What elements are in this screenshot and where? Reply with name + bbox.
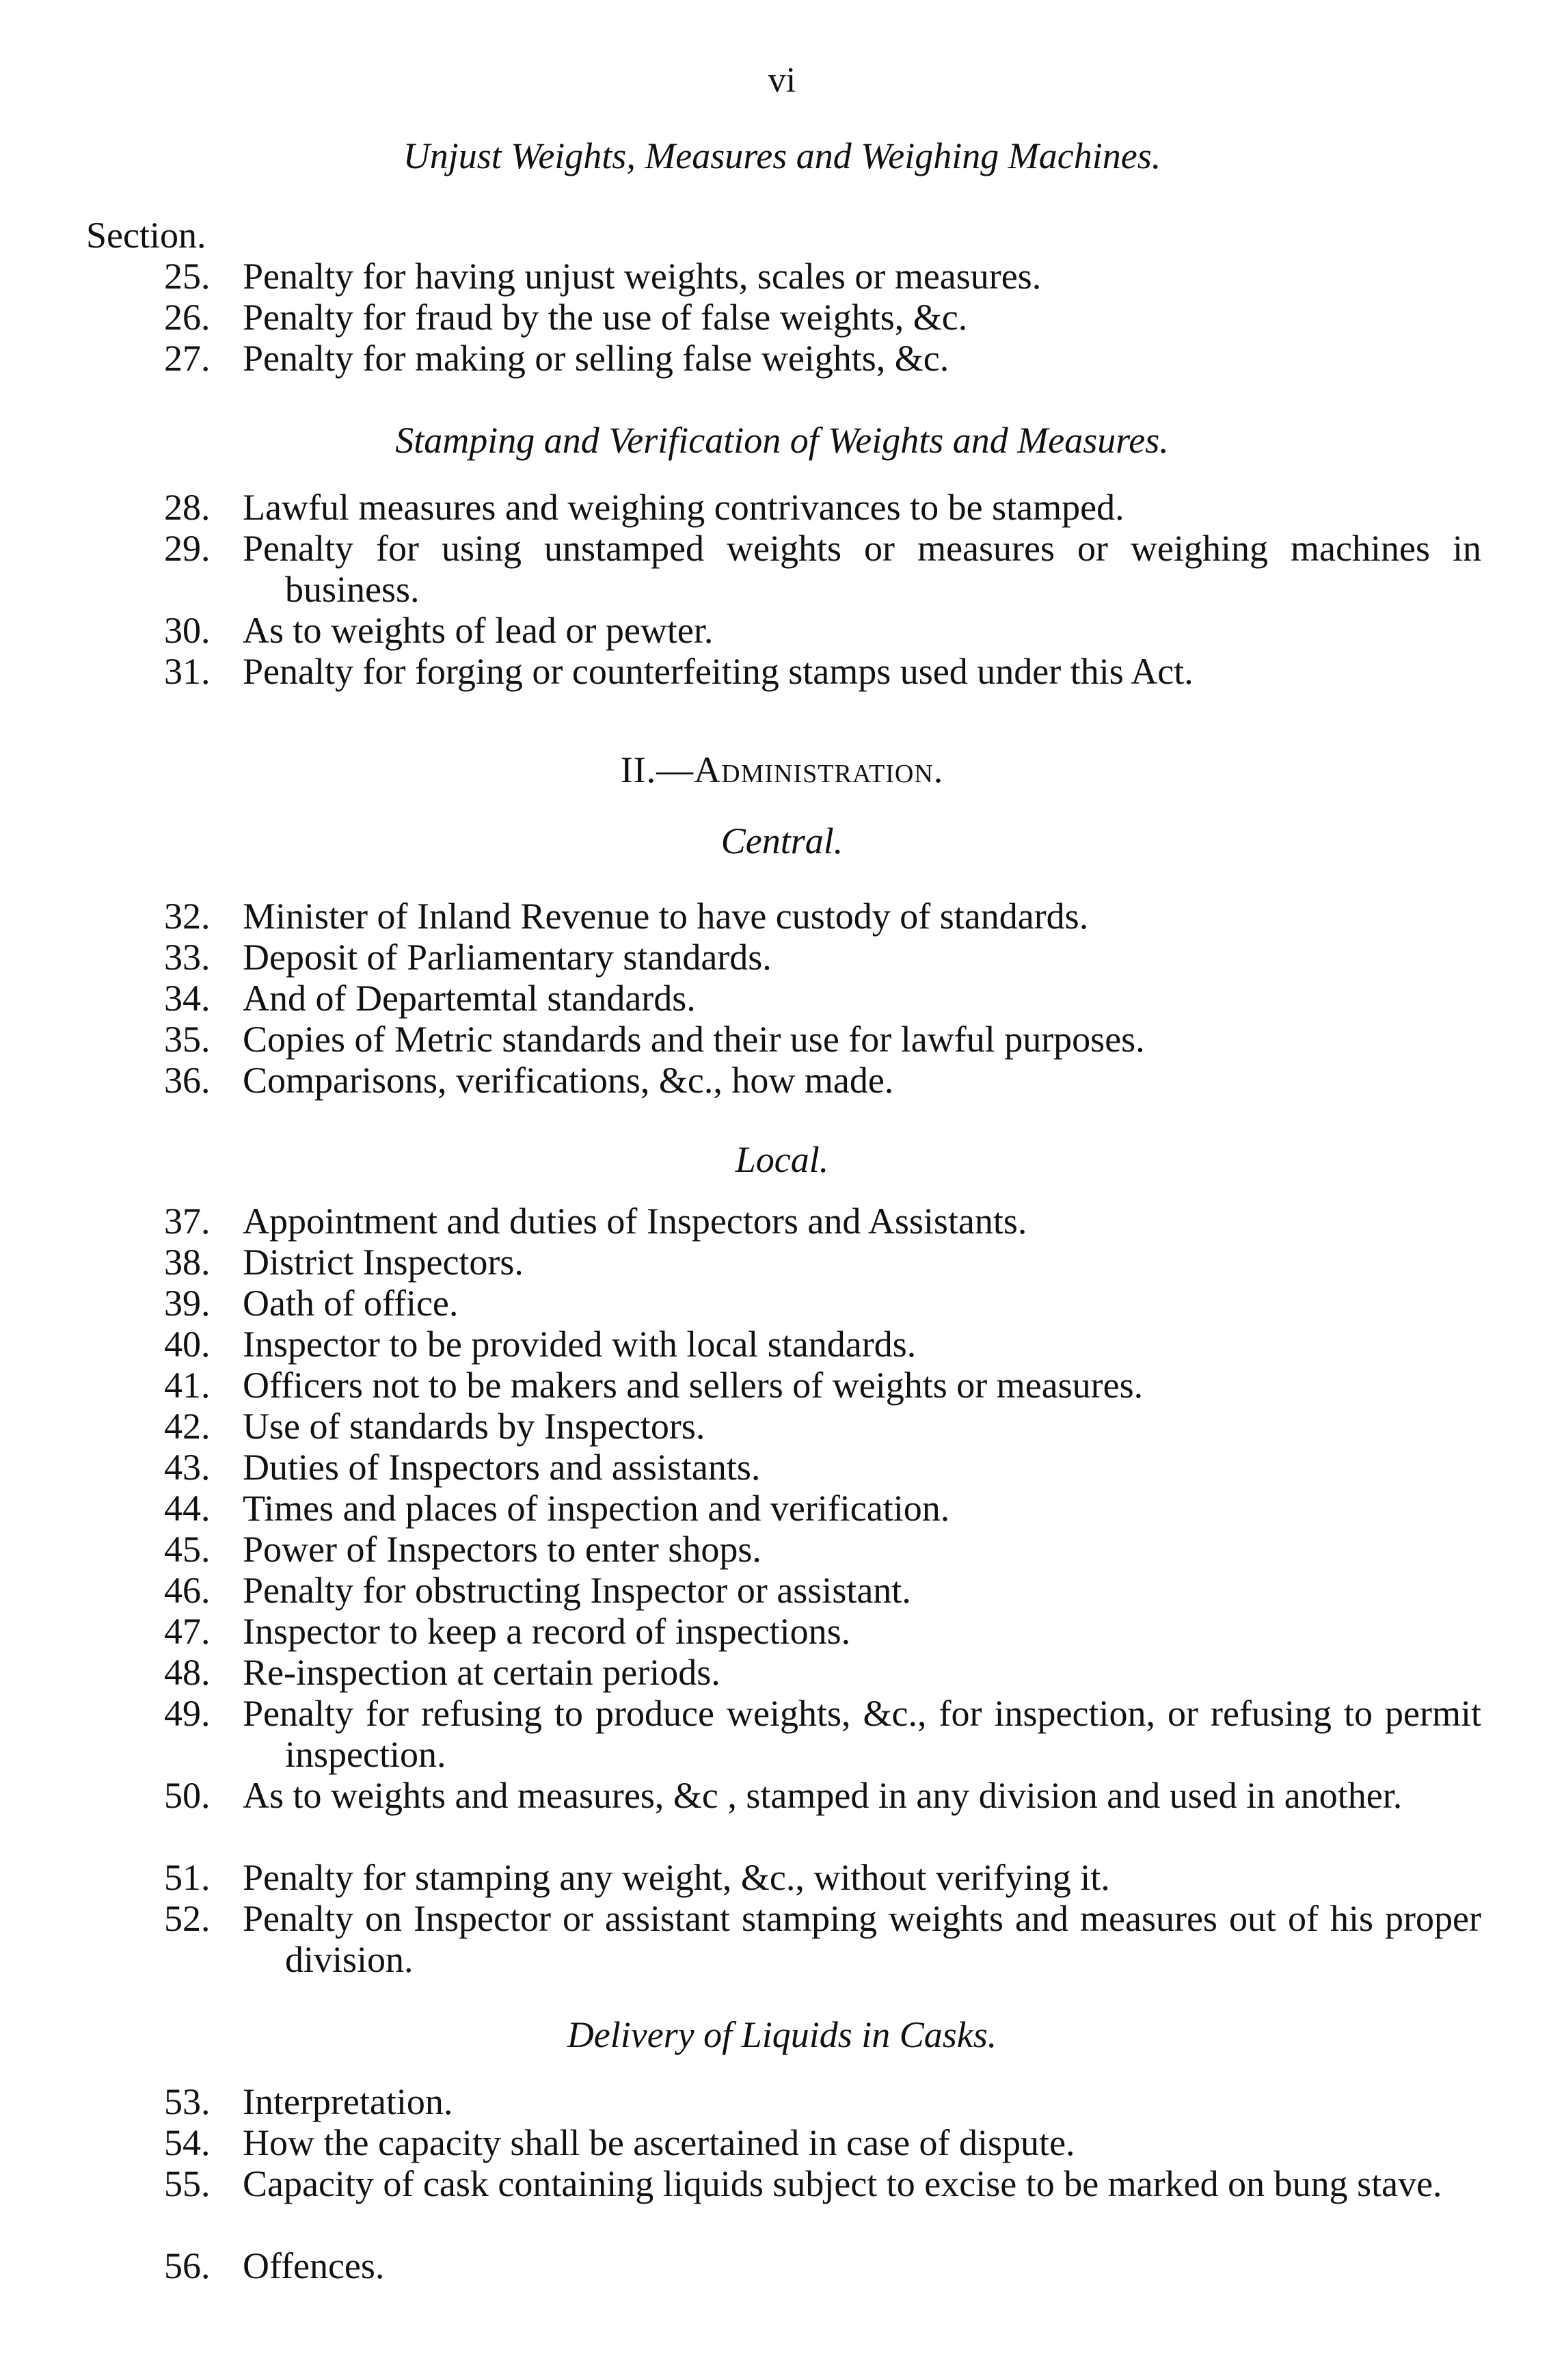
section-title: And of Departemtal standards. bbox=[243, 978, 696, 1019]
list-item bbox=[0, 487, 1564, 528]
section-title: Penalty for forging or counterfeiting stamps used under this Act. bbox=[243, 651, 1194, 692]
section-number: 39. bbox=[164, 1283, 211, 1324]
list-item bbox=[0, 1019, 1564, 1060]
section-title: Penalty for making or selling false weights, &c. bbox=[243, 338, 949, 379]
section-title: Appointment and duties of Inspectors and Assistants. bbox=[243, 1201, 1027, 1242]
section-title: Duties of Inspectors and assistants. bbox=[243, 1447, 761, 1488]
section-number: 48. bbox=[164, 1652, 211, 1693]
section-number: 36. bbox=[164, 1060, 211, 1101]
entry-list-unjust-weights bbox=[0, 256, 1564, 379]
heading-stamping-verification: Stamping and Verification of Weights and Measures. bbox=[395, 420, 1169, 461]
list-item bbox=[0, 1060, 1564, 1101]
list-item bbox=[0, 1529, 1564, 1570]
section-title: Use of standards by Inspectors. bbox=[243, 1406, 705, 1447]
section-number: 27. bbox=[164, 338, 211, 379]
section-title: Penalty on Inspector or assistant stamping weights and measures out of his proper division. bbox=[243, 1898, 1481, 1980]
section-number: 37. bbox=[164, 1201, 211, 1242]
section-number: 34. bbox=[164, 978, 211, 1019]
list-item bbox=[0, 896, 1564, 937]
section-number: 55. bbox=[164, 2163, 211, 2204]
section-title: How the capacity shall be ascertained in case of dispute. bbox=[243, 2122, 1075, 2163]
heading-unjust-weights: Unjust Weights, Measures and Weighing Machines. bbox=[403, 135, 1161, 176]
list-item bbox=[0, 978, 1564, 1019]
section-label: Section. bbox=[86, 215, 206, 256]
entry-list-stamping bbox=[0, 487, 1564, 692]
section-number: 50. bbox=[164, 1775, 211, 1816]
section-number: 52. bbox=[164, 1898, 211, 1939]
list-item bbox=[0, 1693, 1564, 1775]
list-item bbox=[0, 1488, 1564, 1529]
section-title: Offences. bbox=[243, 2245, 385, 2286]
section-number: 35. bbox=[164, 1019, 211, 1060]
section-number: 32. bbox=[164, 896, 211, 937]
section-title: Oath of office. bbox=[243, 1283, 459, 1324]
section-number: 40. bbox=[164, 1324, 211, 1365]
entry-list-central bbox=[0, 896, 1564, 1101]
list-item bbox=[0, 1242, 1564, 1283]
list-item bbox=[0, 1283, 1564, 1324]
section-number: 53. bbox=[164, 2081, 211, 2122]
heading-central: Central. bbox=[720, 820, 844, 861]
section-number: 54. bbox=[164, 2122, 211, 2163]
section-number: 42. bbox=[164, 1406, 211, 1447]
list-item bbox=[0, 1570, 1564, 1611]
section-title: Times and places of inspection and verification. bbox=[243, 1488, 950, 1529]
section-title: Comparisons, verifications, &c., how made. bbox=[243, 1060, 894, 1101]
section-title: Penalty for stamping any weight, &c., without verifying it. bbox=[243, 1857, 1110, 1898]
list-item bbox=[0, 1611, 1564, 1652]
section-number: 51. bbox=[164, 1857, 211, 1898]
section-title: Penalty for refusing to produce weights, &c., for inspection, or refusing to permit inspection. bbox=[243, 1693, 1481, 1775]
section-title: Copies of Metric standards and their use for lawful purposes. bbox=[243, 1019, 1145, 1060]
list-item bbox=[0, 1857, 1564, 1898]
list-item bbox=[0, 528, 1564, 610]
section-number: 45. bbox=[164, 1529, 211, 1570]
section-title: Power of Inspectors to enter shops. bbox=[243, 1529, 761, 1570]
heading-delivery-of-liquids: Delivery of Liquids in Casks. bbox=[567, 2014, 997, 2055]
section-title: District Inspectors. bbox=[243, 1242, 524, 1283]
section-number: 38. bbox=[164, 1242, 211, 1283]
list-item bbox=[0, 1898, 1564, 1980]
section-title: Penalty for obstructing Inspector or assistant. bbox=[243, 1570, 911, 1611]
list-item bbox=[0, 2245, 1564, 2286]
section-title: Capacity of cask containing liquids subject to excise to be marked on bung stave. bbox=[243, 2163, 1442, 2204]
list-item bbox=[0, 610, 1564, 651]
section-title: Inspector to be provided with local standards. bbox=[243, 1324, 917, 1365]
section-number: 28. bbox=[164, 487, 211, 528]
page-number: vi bbox=[768, 61, 796, 100]
section-title: Officers not to be makers and sellers of weights or measures. bbox=[243, 1365, 1144, 1406]
section-title: Inspector to keep a record of inspections. bbox=[243, 1611, 851, 1652]
section-title: Minister of Inland Revenue to have custody of standards. bbox=[243, 896, 1089, 937]
entry-list-local bbox=[0, 1201, 1564, 1980]
list-item bbox=[0, 1406, 1564, 1447]
section-number: 44. bbox=[164, 1488, 211, 1529]
list-item bbox=[0, 2081, 1564, 2122]
list-item bbox=[0, 1324, 1564, 1365]
list-item bbox=[0, 1365, 1564, 1406]
section-number: 29. bbox=[164, 528, 211, 569]
section-number: 26. bbox=[164, 297, 211, 338]
section-title: Deposit of Parliamentary standards. bbox=[243, 937, 772, 978]
list-item bbox=[0, 1652, 1564, 1693]
section-number: 46. bbox=[164, 1570, 211, 1611]
list-item bbox=[0, 2122, 1564, 2163]
heading-local: Local. bbox=[735, 1139, 829, 1180]
section-title: Penalty for using unstamped weights or measures or weighing machines in business. bbox=[243, 528, 1481, 610]
section-number: 31. bbox=[164, 651, 211, 692]
section-number: 49. bbox=[164, 1693, 211, 1734]
heading-administration: II.—Administration. bbox=[620, 749, 944, 790]
section-title: Penalty for fraud by the use of false weights, &c. bbox=[243, 297, 968, 338]
section-title: Re-inspection at certain periods. bbox=[243, 1652, 720, 1693]
section-number: 25. bbox=[164, 256, 211, 297]
list-item bbox=[0, 937, 1564, 978]
section-number: 30. bbox=[164, 610, 211, 651]
list-item bbox=[0, 338, 1564, 379]
section-title: As to weights of lead or pewter. bbox=[243, 610, 714, 651]
section-title: Penalty for having unjust weights, scales or measures. bbox=[243, 256, 1042, 297]
section-number: 33. bbox=[164, 937, 211, 978]
list-item bbox=[0, 297, 1564, 338]
section-number: 43. bbox=[164, 1447, 211, 1488]
list-item bbox=[0, 256, 1564, 297]
section-number: 47. bbox=[164, 1611, 211, 1652]
section-number: 41. bbox=[164, 1365, 211, 1406]
entry-list-delivery bbox=[0, 2081, 1564, 2286]
section-title: Lawful measures and weighing contrivances to be stamped. bbox=[243, 487, 1124, 528]
list-item bbox=[0, 1447, 1564, 1488]
list-item bbox=[0, 651, 1564, 692]
section-title: Interpretation. bbox=[243, 2081, 453, 2122]
list-item bbox=[0, 1775, 1564, 1857]
list-item bbox=[0, 1201, 1564, 1242]
section-title: As to weights and measures, &c , stamped in any division and used in another. bbox=[243, 1775, 1403, 1816]
list-item bbox=[0, 2163, 1564, 2245]
section-number: 56. bbox=[164, 2245, 211, 2286]
